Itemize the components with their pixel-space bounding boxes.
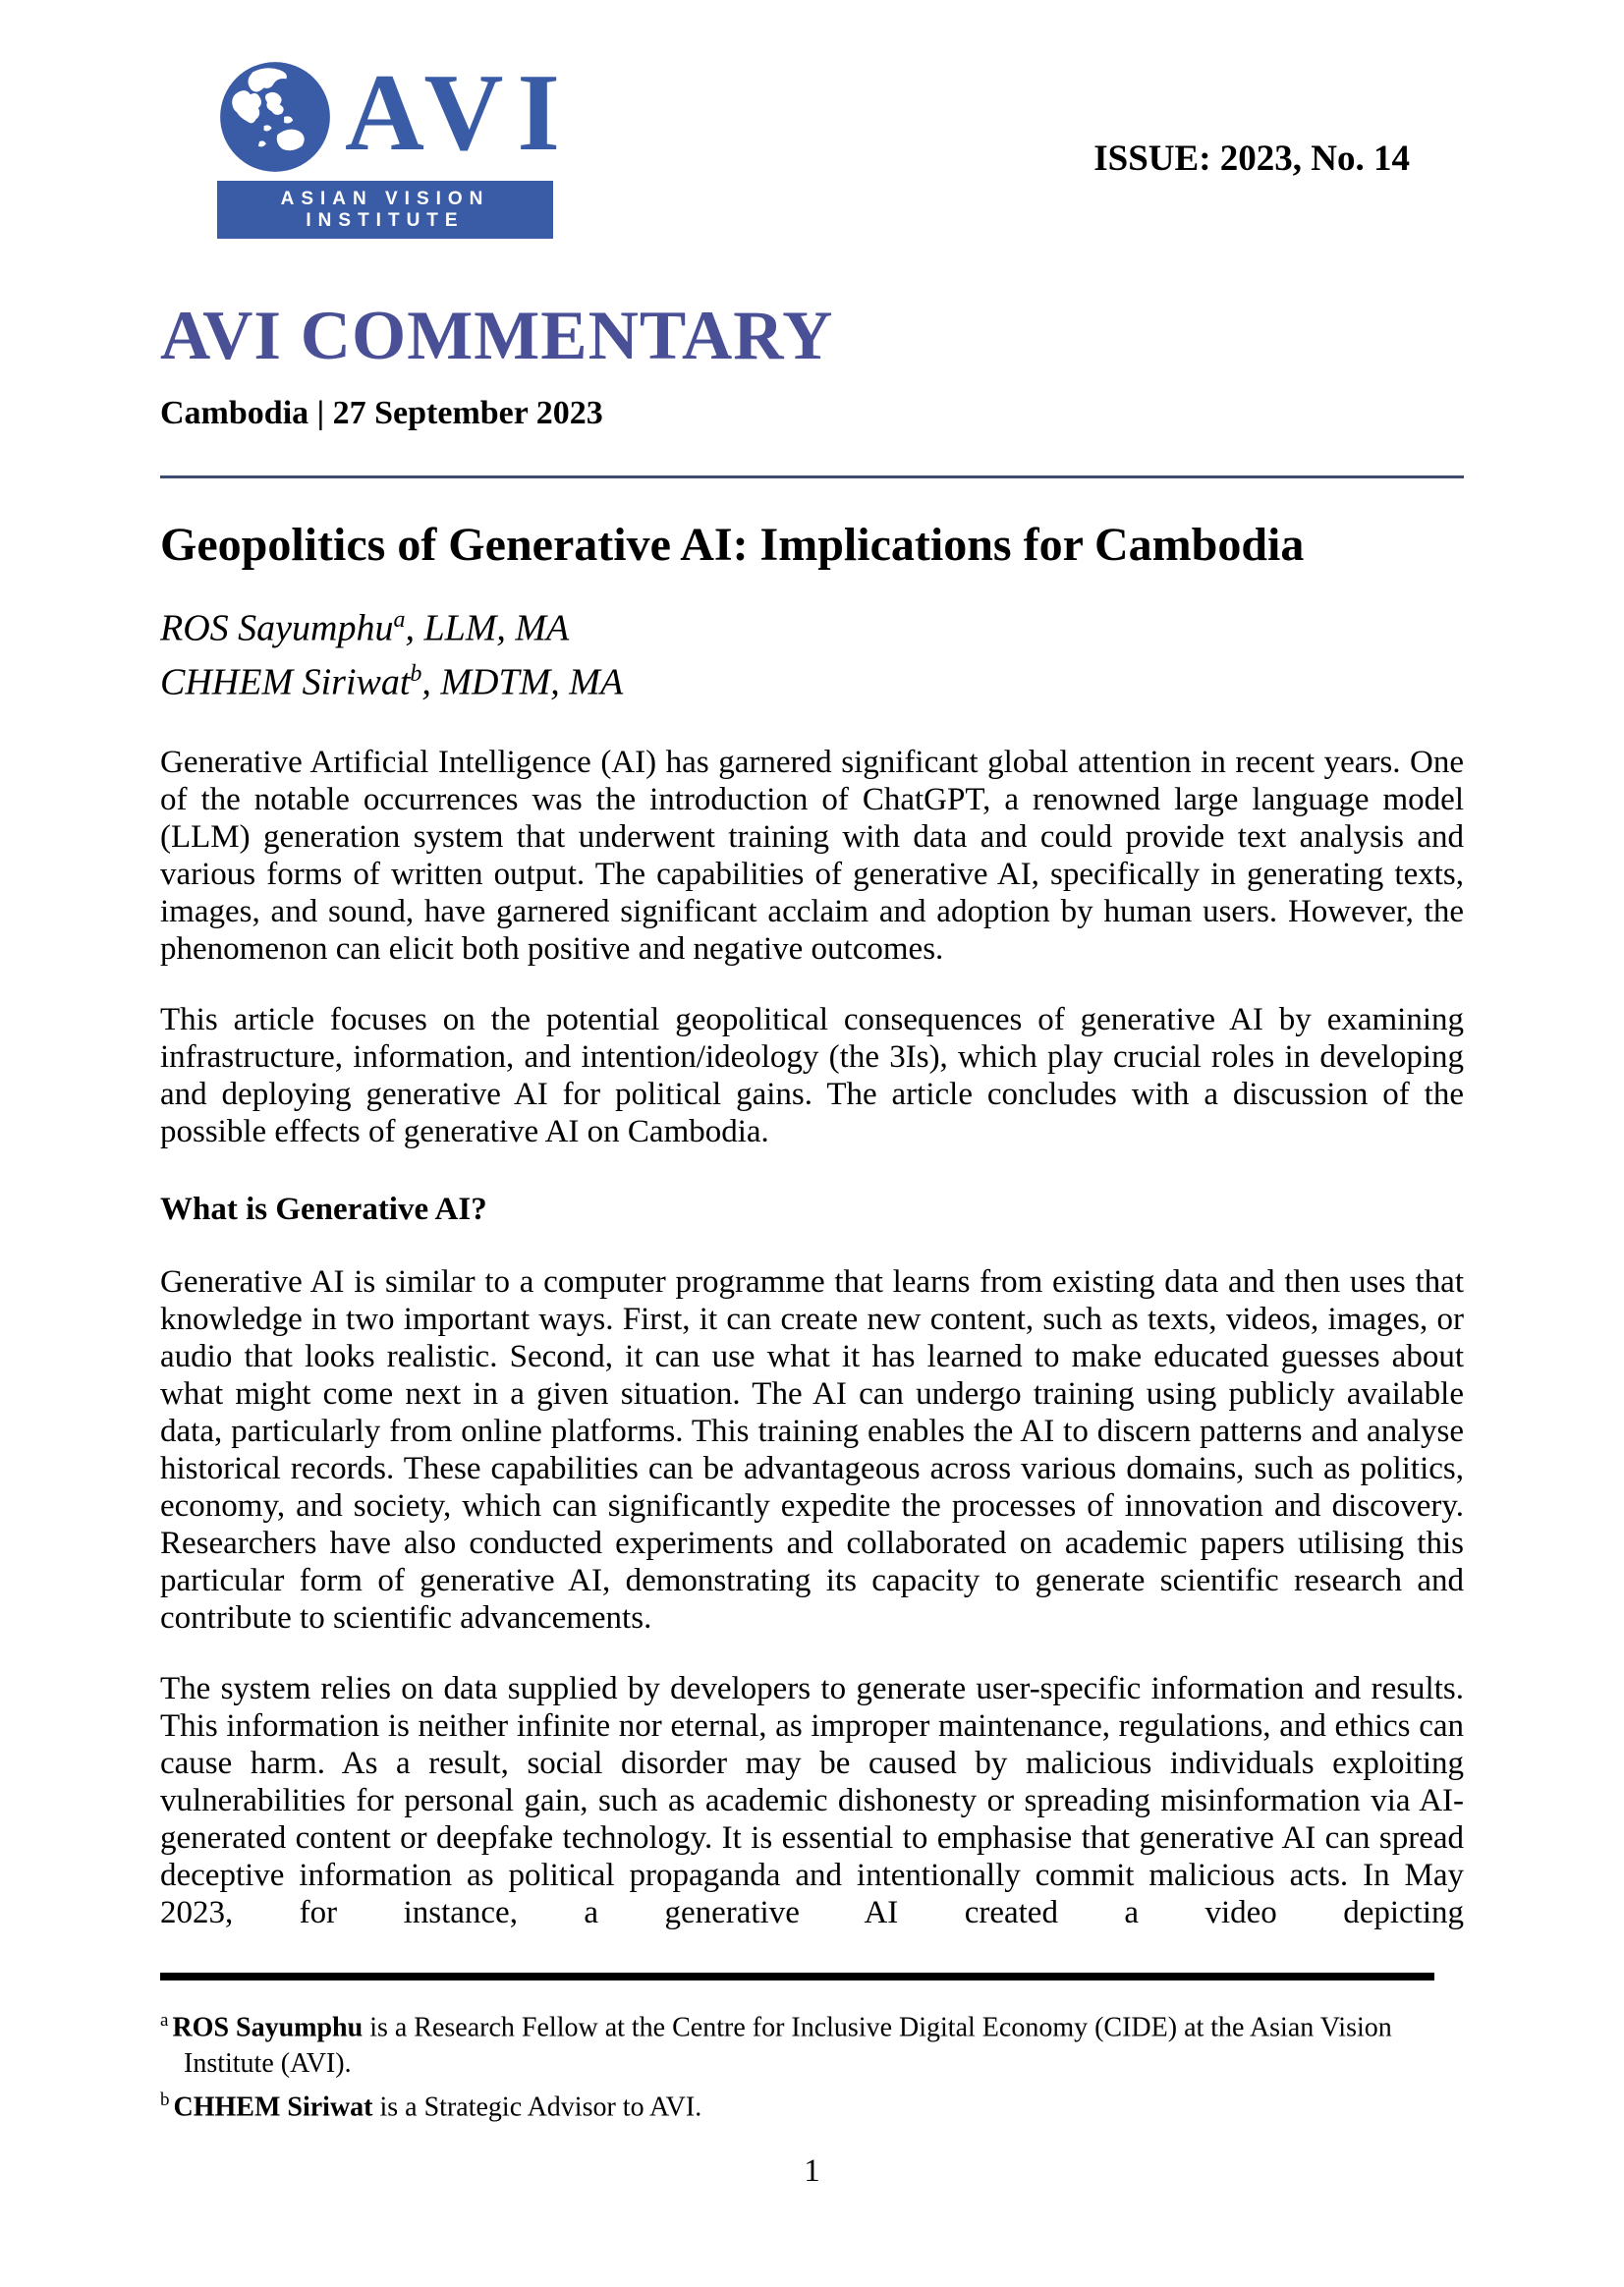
footnote-ref: b — [160, 2090, 170, 2111]
page-header — [160, 0, 1464, 239]
author-line-1 — [160, 597, 1464, 652]
series-title: AVI COMMENTARY — [160, 298, 834, 374]
footnote-ref: a — [160, 2010, 169, 2031]
issue-label: ISSUE: 2023, No. 14 — [1093, 139, 1410, 179]
footnote-divider — [160, 1973, 1434, 1980]
article-body — [160, 744, 1464, 1931]
article-title: Geopolitics of Generative AI: Implications for Cambodia — [160, 519, 1305, 571]
avi-logo — [219, 52, 574, 239]
footnote-b — [160, 2082, 1464, 2125]
header-divider — [160, 475, 1464, 478]
paragraph-section-2: The system relies on data supplied by developers to generate user-specific information and results. This information is neither infinite nor eternal, as improper maintenance, regulations, and ethics can cause harm. As a result, social disorder may be caused by malicious individuals exploiting vulnerabilities for personal gain, such as academic dishonesty or spreading misinformation via AI-generated content or deepfake technology. It is essential to emphasise that generative AI can spread deceptive information as political propaganda and intentionally commit malicious acts. In May 2023, for instance, a generative AI created a video depicting — [160, 1671, 1464, 1931]
author-credentials: , LLM, MA — [405, 607, 570, 649]
author-name: ROS Sayumphu — [160, 607, 394, 649]
logo-acronym: AVI — [345, 52, 574, 174]
author-line-2 — [160, 651, 1464, 706]
author-footnote-ref: b — [410, 661, 422, 688]
paragraph-intro-1: Generative Artificial Intelligence (AI) has garnered significant global attention in recent years. One of the notable occurrences was the introduction of ChatGPT, a renowned large language model (LLM) generation system that underwent training with data and could provide text analysis and various forms of written output. The capabilities of generative AI, specifically in generating texts, images, and sound, have garnered significant acclaim and adoption by human users. However, the phenomenon can elicit both positive and negative outcomes. — [160, 745, 1464, 968]
section-heading: What is Generative AI? — [160, 1192, 487, 1228]
author-footnote-ref: a — [393, 606, 406, 633]
footnote-text: is a Strategic Advisor to AVI. — [372, 2092, 702, 2123]
footnote-text: is a Research Fellow at the Centre for Inclusive Digital Economy (CIDE) at the Asian Vision Institute (AVI). — [184, 2012, 1392, 2080]
paragraph-section-1: Generative AI is similar to a computer programme that learns from existing data and then uses that knowledge in two important ways. First, it can create new content, such as texts, videos, images, or audio that looks realistic. Second, it can use what it has learned to make educated guesses about what might come next in a given situation. The AI can undergo training using publicly available data, particularly from online platforms. This training enables the AI to discern patterns and analyse historical records. These capabilities can be advantageous across various domains, such as politics, economy, and society, which can significantly expedite the processes of innovation and discovery. Researchers have also conducted experiments and collaborated on academic papers utilising this particular form of generative AI, demonstrating its capacity to generate scientific research and contribute to scientific advancements. — [160, 1264, 1464, 1637]
footnote-a — [160, 2002, 1464, 2082]
author-list — [160, 597, 1464, 706]
author-name: CHHEM Siriwat — [160, 662, 411, 704]
footnote-author-name: CHHEM Siriwat — [173, 2092, 373, 2123]
footnotes — [160, 1973, 1464, 2126]
author-credentials: , MDTM, MA — [421, 662, 624, 704]
logo-row — [219, 52, 574, 174]
page-number: 1 — [804, 2153, 820, 2189]
paragraph-intro-2: This article focuses on the potential geopolitical consequences of generative AI by examining infrastructure, information, and intention/ideology (the 3Is), which play crucial roles in developing and deploying generative AI for political gains. The article concludes with a discussion of the possible effects of generative AI on Cambodia. — [160, 1002, 1464, 1150]
footnote-author-name: ROS Sayumphu — [172, 2012, 364, 2043]
globe-asia-icon — [219, 61, 331, 173]
logo-org-name: ASIAN VISION INSTITUTE — [217, 181, 553, 239]
dateline: Cambodia | 27 September 2023 — [160, 395, 603, 431]
